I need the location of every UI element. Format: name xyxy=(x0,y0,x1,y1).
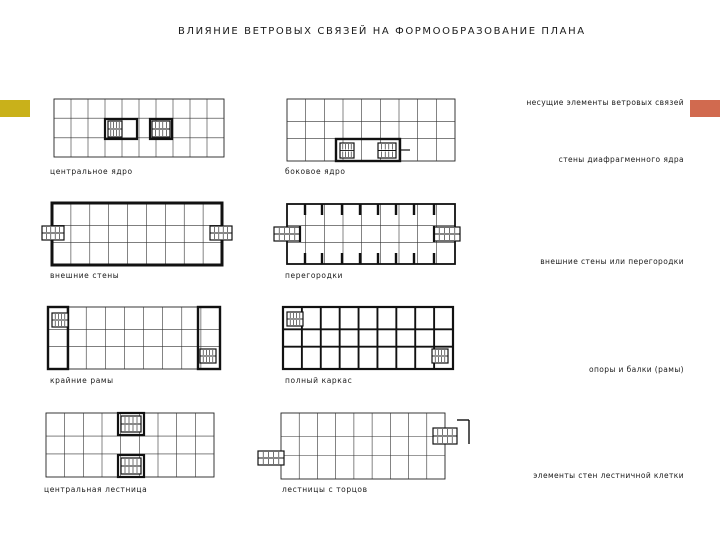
stair-icon xyxy=(152,121,170,137)
stair-icon xyxy=(378,143,396,158)
stair-icon xyxy=(340,143,354,158)
stair-icon xyxy=(42,226,64,240)
stair-icon xyxy=(200,349,216,363)
caption-full-frame: полный каркас xyxy=(285,376,353,385)
plan-full-frame xyxy=(283,307,453,369)
legend-item-core-walls: стены диафрагменного ядра xyxy=(558,155,684,164)
plan-side-core xyxy=(287,99,455,161)
plan-central-stair xyxy=(46,413,214,477)
stair-icon xyxy=(287,312,303,326)
legend-item-stair-walls: элементы стен лестничной клетки xyxy=(533,471,684,480)
plan-central-core xyxy=(54,99,224,157)
legend-item-bracing: несущие элементы ветровых связей xyxy=(526,98,684,107)
stair-icon xyxy=(434,227,460,241)
plan-exterior-walls xyxy=(42,203,232,265)
plan-extreme-frames xyxy=(48,307,220,369)
caption-extreme-frames: крайние рамы xyxy=(50,376,114,385)
stair-icon xyxy=(210,226,232,240)
stair-icon xyxy=(121,416,141,432)
stair-icon xyxy=(432,349,448,363)
legend-item-frames: опоры и балки (рамы) xyxy=(589,365,684,374)
stair-icon xyxy=(52,313,68,327)
stair-icon xyxy=(274,227,300,241)
plan-partitions xyxy=(274,204,460,264)
stair-icon xyxy=(108,121,122,137)
caption-exterior-walls: внешние стены xyxy=(50,271,120,280)
stair-icon xyxy=(433,428,457,444)
plan-end-stairs xyxy=(258,413,469,479)
caption-central-core: центральное ядро xyxy=(50,167,133,176)
caption-central-stair: центральная лестница xyxy=(44,485,148,494)
caption-partitions: перегородки xyxy=(285,271,343,280)
diagram-title: ВЛИЯНИЕ ВЕТРОВЫХ СВЯЗЕЙ НА ФОРМООБРАЗОВАНИЕ ПЛАНА xyxy=(178,26,586,37)
caption-end-stairs: лестницы с торцов xyxy=(282,485,368,494)
stair-icon xyxy=(258,451,284,465)
stair-icon xyxy=(121,458,141,474)
caption-side-core: боковое ядро xyxy=(285,167,346,176)
legend-item-walls-partitions: внешние стены или перегородки xyxy=(540,257,684,266)
